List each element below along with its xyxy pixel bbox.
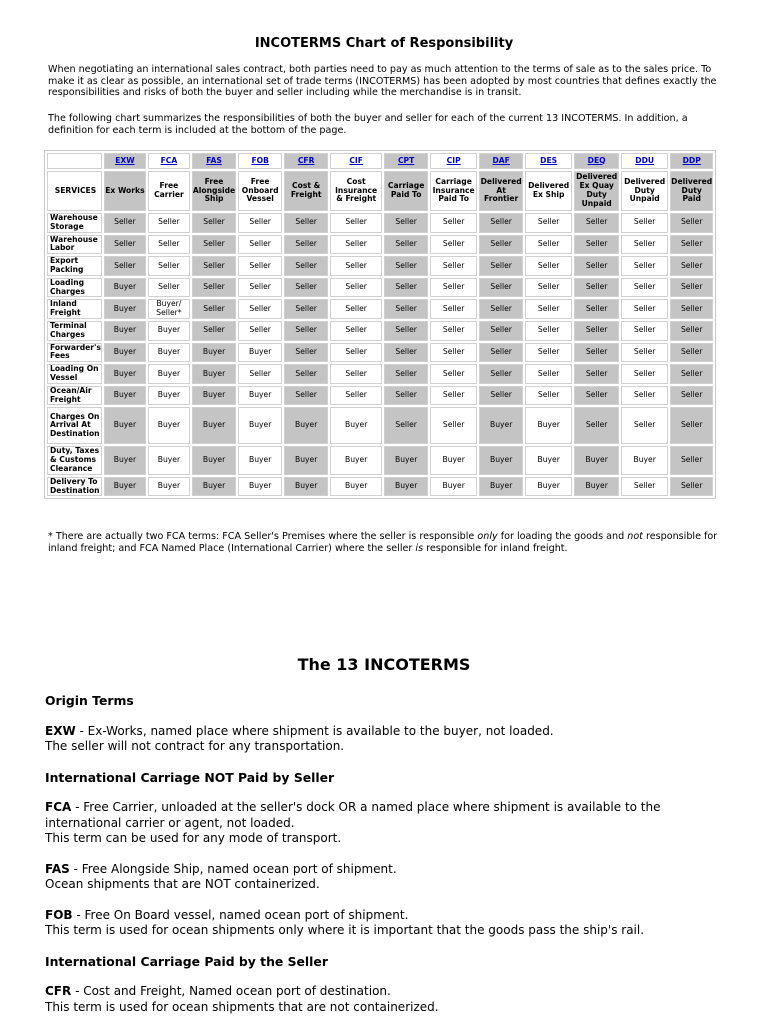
responsibility-cell: Seller — [621, 235, 668, 255]
service-label: Delivery To Destination — [47, 477, 102, 497]
responsibility-cell: Seller — [670, 407, 713, 444]
carriage-paid-heading: International Carriage Paid by the Seller — [45, 953, 328, 969]
service-label: Duty, Taxes & Customs Clearance — [47, 446, 102, 474]
term-name-des: Delivered Ex Ship — [525, 171, 572, 211]
responsibility-cell: Seller — [330, 278, 382, 298]
responsibility-cell: Seller — [192, 213, 236, 233]
responsibility-cell: Buyer — [621, 446, 668, 474]
responsibility-cell: Buyer — [148, 477, 190, 497]
responsibility-cell: Seller — [430, 321, 477, 341]
responsibility-cell: Buyer — [192, 446, 236, 474]
fas-code: FAS — [45, 861, 70, 876]
term-name-cfr: Cost & Freight — [284, 171, 328, 211]
term-code-link-daf[interactable]: DAF — [479, 153, 523, 169]
service-label: Charges On Arrival At Destination — [47, 407, 102, 444]
responsibility-cell: Buyer — [104, 299, 146, 319]
responsibility-cell: Seller — [330, 343, 382, 363]
fas-text: - Free Alongside Ship, named ocean port of shipment. — [69, 861, 397, 876]
responsibility-cell: Seller — [238, 299, 282, 319]
responsibility-cell: Seller — [525, 299, 572, 319]
table-row — [47, 278, 713, 298]
fca-definition — [45, 800, 735, 831]
responsibility-cell: Buyer — [284, 446, 328, 474]
footnote-text: responsible for inland freight; and FCA Named Place (International Carrier) where the seller — [48, 531, 718, 554]
term-name-fca: Free Carrier — [148, 171, 190, 211]
responsibility-cell: Seller — [670, 299, 713, 319]
term-code-link-ddp[interactable]: DDP — [670, 153, 713, 169]
term-code-link-cif[interactable]: CIF — [330, 153, 382, 169]
responsibility-cell: Seller — [192, 278, 236, 298]
responsibility-cell: Seller — [670, 386, 713, 406]
responsibility-cell: Seller — [430, 386, 477, 406]
term-code-link-fob[interactable]: FOB — [238, 153, 282, 169]
responsibility-cell: Seller — [525, 235, 572, 255]
term-code-link-deq[interactable]: DEQ — [574, 153, 619, 169]
responsibility-cell: Seller — [525, 321, 572, 341]
responsibility-cell: Buyer — [104, 446, 146, 474]
responsibility-cell: Seller — [479, 235, 523, 255]
responsibility-cell: Seller — [670, 477, 713, 497]
header-blank-cell — [47, 153, 102, 169]
responsibility-cell: Seller — [670, 213, 713, 233]
responsibility-cell: Buyer — [330, 446, 382, 474]
responsibility-cell: Seller — [479, 299, 523, 319]
responsibility-cell: Seller — [574, 386, 619, 406]
responsibility-cell: Seller — [430, 213, 477, 233]
responsibility-cell: Seller — [621, 278, 668, 298]
table-row — [47, 235, 713, 255]
responsibility-cell: Seller — [284, 235, 328, 255]
responsibility-cell: Seller — [479, 256, 523, 276]
responsibility-cell: Buyer — [104, 343, 146, 363]
service-label: Terminal Charges — [47, 321, 102, 341]
term-name-exw: Ex Works — [104, 171, 146, 211]
responsibility-cell: Seller — [670, 364, 713, 384]
service-label: Forwarder's Fees — [47, 343, 102, 363]
responsibility-cell: Seller — [479, 278, 523, 298]
responsibility-cell: Buyer — [192, 343, 236, 363]
responsibility-cell: Seller — [148, 213, 190, 233]
responsibility-cell: Seller — [574, 235, 619, 255]
responsibility-cell: Seller — [621, 256, 668, 276]
section-title: The 13 INCOTERMS — [297, 655, 471, 674]
responsibility-cell: Seller — [430, 278, 477, 298]
responsibility-cell: Seller — [621, 477, 668, 497]
page-title: INCOTERMS Chart of Responsibility — [254, 36, 514, 51]
responsibility-cell: Buyer — [238, 343, 282, 363]
responsibility-cell: Buyer — [574, 446, 619, 474]
responsibility-cell: Seller — [574, 364, 619, 384]
responsibility-cell: Seller — [670, 446, 713, 474]
responsibility-cell: Buyer — [525, 446, 572, 474]
responsibility-cell: Seller — [479, 386, 523, 406]
term-name-cip: Carriage Insurance Paid To — [430, 171, 477, 211]
fca-footnote — [48, 531, 728, 554]
responsibility-cell: Seller — [670, 278, 713, 298]
responsibility-cell: Seller — [330, 213, 382, 233]
responsibility-cell: Buyer — [104, 477, 146, 497]
service-label: Ocean/Air Freight — [47, 386, 102, 406]
responsibility-cell: Seller — [670, 343, 713, 363]
responsibility-cell: Seller — [384, 299, 428, 319]
responsibility-cell: Seller — [384, 213, 428, 233]
term-code-link-ddu[interactable]: DDU — [621, 153, 668, 169]
responsibility-cell: Seller — [525, 278, 572, 298]
term-code-link-des[interactable]: DES — [525, 153, 572, 169]
responsibility-cell: Seller — [284, 343, 328, 363]
intro-paragraph: When negotiating an international sales contract, both parties need to pay as much attention to the terms of sale as to the sales price. To make it as clear as possible, an international set of trade terms (INCOTERMS) has been adopted by most countries that defines exactly the responsibilities and risks of both the buyer and seller including while the merchandise is in transit. — [48, 64, 717, 98]
responsibility-cell: Seller — [574, 343, 619, 363]
table-row — [47, 386, 713, 406]
responsibility-cell: Buyer — [104, 386, 146, 406]
responsibility-cell: Buyer — [148, 321, 190, 341]
responsibility-cell: Seller — [284, 278, 328, 298]
responsibility-cell: Seller — [192, 299, 236, 319]
responsibility-cell: Seller — [238, 235, 282, 255]
responsibility-cell: Seller — [621, 364, 668, 384]
footnote-emphasis: is — [415, 542, 424, 554]
responsibility-cell: Seller — [670, 235, 713, 255]
term-code-link-fas[interactable]: FAS — [192, 153, 236, 169]
term-name-cif: Cost Insurance & Freight — [330, 171, 382, 211]
responsibility-cell: Seller — [430, 299, 477, 319]
responsibility-cell: Seller — [479, 343, 523, 363]
responsibility-cell: Seller — [330, 321, 382, 341]
responsibility-cell: Buyer — [104, 364, 146, 384]
term-name-fas: Free Alongside Ship — [192, 171, 236, 211]
responsibility-cell: Seller — [192, 256, 236, 276]
responsibility-cell: Seller — [430, 407, 477, 444]
responsibility-cell: Seller — [525, 364, 572, 384]
responsibility-cell: Seller — [238, 213, 282, 233]
responsibility-cell: Buyer — [104, 278, 146, 298]
responsibility-cell: Buyer — [330, 407, 382, 444]
responsibility-cell: Seller — [574, 321, 619, 341]
responsibility-cell: Buyer — [104, 321, 146, 341]
fas-note: Ocean shipments that are NOT containerized. — [45, 877, 320, 891]
table-row — [47, 477, 713, 497]
responsibility-cell: Seller — [384, 278, 428, 298]
responsibility-cell: Seller — [148, 278, 190, 298]
fob-code: FOB — [45, 907, 73, 922]
responsibility-cell: Buyer — [525, 477, 572, 497]
responsibility-cell: Seller — [430, 235, 477, 255]
responsibility-cell: Seller — [430, 364, 477, 384]
responsibility-cell: Seller — [479, 213, 523, 233]
exw-text: - Ex-Works, named place where shipment is available to the buyer, not loaded. — [75, 723, 554, 738]
fob-text: - Free On Board vessel, named ocean port of shipment. — [72, 907, 409, 922]
responsibility-cell: Seller — [192, 321, 236, 341]
responsibility-cell: Seller — [104, 213, 146, 233]
responsibility-cell: Seller — [330, 235, 382, 255]
responsibility-cell: Seller — [525, 213, 572, 233]
term-code-link-cip[interactable]: CIP — [430, 153, 477, 169]
table-row — [47, 299, 713, 319]
responsibility-cell: Buyer — [330, 477, 382, 497]
responsibility-cell: Seller — [479, 321, 523, 341]
term-name-ddu: Delivered Duty Unpaid — [621, 171, 668, 211]
responsibility-cell: Buyer — [479, 446, 523, 474]
responsibility-cell: Seller — [148, 256, 190, 276]
exw-definition — [45, 724, 735, 740]
origin-terms-heading: Origin Terms — [45, 693, 134, 708]
responsibility-cell: Seller — [284, 364, 328, 384]
responsibility-cell: Seller — [384, 235, 428, 255]
responsibility-cell: Seller — [574, 299, 619, 319]
responsibility-cell: Seller — [384, 386, 428, 406]
service-label: Inland Freight — [47, 299, 102, 319]
responsibility-cell: Seller — [621, 299, 668, 319]
responsibility-cell: Seller — [384, 321, 428, 341]
table-row — [47, 343, 713, 363]
responsibility-cell: Buyer — [384, 446, 428, 474]
fob-definition — [45, 908, 735, 924]
table-row — [47, 364, 713, 384]
responsibility-cell: Seller — [284, 256, 328, 276]
fca-text: - Free Carrier, unloaded at the seller's dock OR a named place where shipment is available to the international carrier or agent, not loaded. — [45, 800, 661, 830]
responsibility-cell: Buyer — [284, 477, 328, 497]
responsibility-cell: Seller — [330, 364, 382, 384]
exw-note: The seller will not contract for any transportation. — [45, 739, 345, 753]
exw-code: EXW — [45, 723, 76, 738]
responsibility-cell: Seller — [238, 364, 282, 384]
responsibility-cell: Seller — [284, 386, 328, 406]
responsibility-cell: Buyer/ Seller* — [148, 299, 190, 319]
responsibility-cell: Seller — [621, 321, 668, 341]
responsibility-cell: Buyer — [479, 407, 523, 444]
responsibility-cell: Seller — [621, 407, 668, 444]
responsibility-cell: Seller — [330, 256, 382, 276]
term-name-fob: Free Onboard Vessel — [238, 171, 282, 211]
responsibility-cell: Seller — [284, 213, 328, 233]
carriage-not-paid-heading: International Carriage NOT Paid by Seller — [45, 769, 335, 785]
term-code-link-cpt[interactable]: CPT — [384, 153, 428, 169]
service-label: Export Packing — [47, 256, 102, 276]
responsibility-cell: Seller — [148, 235, 190, 255]
term-name-daf: Delivered At Frontier — [479, 171, 523, 211]
fob-note: This term is used for ocean shipments only where it is important that the goods pass the ship's rail. — [45, 923, 645, 937]
fca-code: FCA — [45, 800, 72, 814]
footnote-text: responsible for inland freight. — [423, 542, 568, 554]
responsibility-cell: Seller — [574, 213, 619, 233]
responsibility-cell: Seller — [670, 321, 713, 341]
term-name-deq: Delivered Ex Quay Duty Unpaid — [574, 171, 619, 211]
responsibility-cell: Seller — [238, 256, 282, 276]
responsibility-cell: Buyer — [238, 446, 282, 474]
responsibility-cell: Buyer — [192, 386, 236, 406]
table-row — [47, 321, 713, 341]
table-row — [47, 407, 713, 444]
intro-paragraph-chart-summary: The following chart summarizes the responsibilities of both the buyer and seller for each of the current 13 INCOTERMS. In addition, a definition for each term is included at the bottom of the page. — [48, 113, 688, 136]
responsibility-cell: Buyer — [192, 477, 236, 497]
service-label: Warehouse Storage — [47, 213, 102, 233]
responsibility-cell: Seller — [525, 386, 572, 406]
responsibility-cell: Buyer — [574, 477, 619, 497]
responsibility-cell: Seller — [104, 235, 146, 255]
responsibility-cell: Seller — [430, 256, 477, 276]
cfr-code: CFR — [45, 984, 72, 998]
responsibility-cell: Seller — [284, 321, 328, 341]
responsibility-cell: Seller — [574, 278, 619, 298]
responsibility-cell: Seller — [104, 256, 146, 276]
term-code-link-fca[interactable]: FCA — [148, 153, 190, 169]
responsibility-cell: Seller — [330, 299, 382, 319]
responsibility-cell: Seller — [574, 256, 619, 276]
responsibility-cell: Buyer — [479, 477, 523, 497]
fca-note: This term can be used for any mode of transport. — [45, 831, 342, 845]
responsibility-cell: Seller — [430, 343, 477, 363]
footnote-emphasis: not — [627, 531, 643, 542]
responsibility-cell: Seller — [621, 213, 668, 233]
services-header: SERVICES — [47, 171, 102, 211]
responsibility-cell: Buyer — [192, 364, 236, 384]
term-name-ddp: Delivered Duty Paid — [670, 171, 713, 211]
footnote-text: * There are actually two FCA terms: FCA Seller's Premises where the seller is responsible — [48, 531, 478, 542]
responsibility-cell: Buyer — [284, 407, 328, 444]
responsibility-cell: Buyer — [192, 407, 236, 444]
cfr-text: - Cost and Freight, Named ocean port of destination. — [71, 984, 391, 998]
responsibility-cell: Buyer — [238, 477, 282, 497]
responsibility-cell: Buyer — [384, 477, 428, 497]
responsibility-cell: Seller — [384, 364, 428, 384]
term-name-cpt: Carriage Paid To — [384, 171, 428, 211]
responsibility-cell: Seller — [384, 343, 428, 363]
responsibility-cell: Seller — [284, 299, 328, 319]
incoterms-responsibility-table — [44, 150, 716, 499]
term-code-link-cfr[interactable]: CFR — [284, 153, 328, 169]
responsibility-cell: Seller — [192, 235, 236, 255]
responsibility-cell: Seller — [384, 407, 428, 444]
responsibility-cell: Seller — [238, 321, 282, 341]
responsibility-cell: Seller — [238, 278, 282, 298]
responsibility-cell: Seller — [384, 256, 428, 276]
table-row — [47, 256, 713, 276]
fas-definition — [45, 862, 735, 878]
term-code-link-exw[interactable]: EXW — [104, 153, 146, 169]
responsibility-cell: Buyer — [148, 386, 190, 406]
responsibility-cell: Buyer — [148, 343, 190, 363]
footnote-text: for loading the goods and — [497, 531, 628, 542]
service-label: Loading On Vessel — [47, 364, 102, 384]
responsibility-cell: Buyer — [430, 446, 477, 474]
table-row — [47, 213, 713, 233]
responsibility-cell: Seller — [330, 386, 382, 406]
footnote-emphasis: only — [477, 531, 498, 542]
responsibility-cell: Buyer — [238, 386, 282, 406]
responsibility-cell: Seller — [479, 364, 523, 384]
responsibility-cell: Seller — [574, 407, 619, 444]
incoterms-definitions — [45, 693, 735, 1015]
cfr-note: This term is used for ocean shipments that are not containerized. — [45, 999, 439, 1014]
responsibility-cell: Buyer — [148, 364, 190, 384]
responsibility-cell: Buyer — [238, 407, 282, 444]
responsibility-cell: Seller — [525, 343, 572, 363]
responsibility-cell: Seller — [621, 343, 668, 363]
responsibility-cell: Seller — [670, 256, 713, 276]
responsibility-cell: Buyer — [104, 407, 146, 444]
service-label: Loading Charges — [47, 278, 102, 298]
service-label: Warehouse Labor — [47, 235, 102, 255]
responsibility-cell: Buyer — [525, 407, 572, 444]
responsibility-cell: Seller — [621, 386, 668, 406]
table-row — [47, 446, 713, 474]
responsibility-cell: Seller — [525, 256, 572, 276]
responsibility-cell: Buyer — [148, 407, 190, 444]
responsibility-cell: Buyer — [430, 477, 477, 497]
responsibility-cell: Buyer — [148, 446, 190, 474]
cfr-definition — [45, 984, 735, 1000]
